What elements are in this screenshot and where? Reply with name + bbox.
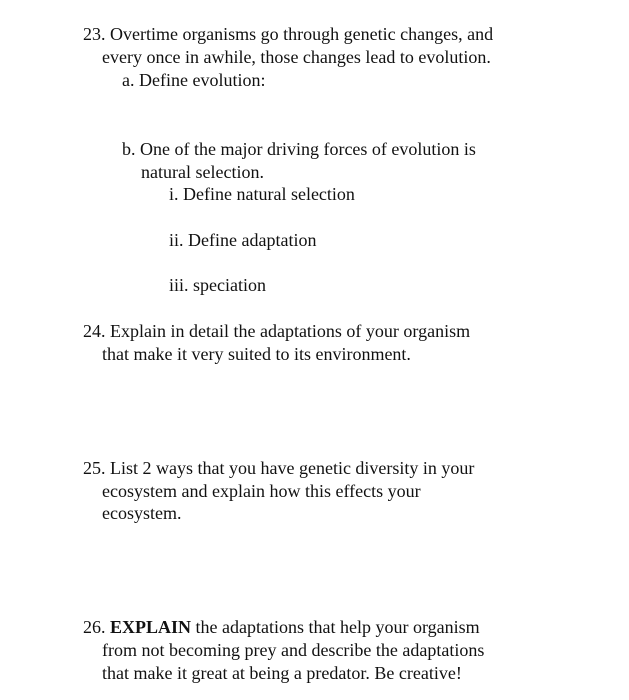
- q23-line-1: [83, 23, 493, 45]
- q25-line-1: [83, 457, 474, 479]
- q23-text-line-2: every once in awhile, those changes lead to evolution.: [102, 47, 491, 67]
- q24-number: 24.: [83, 321, 106, 341]
- q25-text-line-3: ecosystem.: [102, 503, 182, 523]
- q26-text-line-1: the adaptations that help your organism: [195, 617, 480, 637]
- q23-sub-ii: ii. Define adaptation: [169, 230, 317, 250]
- q24-text-line-2: that make it very suited to its environment.: [102, 344, 411, 364]
- q26-number: 26.: [83, 617, 106, 637]
- q23-sub-iii: iii. speciation: [169, 275, 266, 295]
- q23-text-line-1: Overtime organisms go through genetic changes, and: [110, 24, 494, 44]
- q23-sub-i: i. Define natural selection: [169, 184, 355, 204]
- q23-part-b-line-2: natural selection.: [141, 162, 264, 182]
- q26-emphasis: EXPLAIN: [110, 617, 192, 637]
- q26-line-1: [83, 616, 480, 638]
- q25-text-line-1: List 2 ways that you have genetic diversity in your: [110, 458, 475, 478]
- q23-number: 23.: [83, 24, 106, 44]
- q23-part-a: a. Define evolution:: [122, 70, 266, 90]
- q24-line-1: [83, 320, 470, 342]
- q23-part-b-line-1: b. One of the major driving forces of evolution is: [122, 139, 476, 159]
- q25-number: 25.: [83, 458, 106, 478]
- q25-text-line-2: ecosystem and explain how this effects your: [102, 481, 421, 501]
- q24-text-line-1: Explain in detail the adaptations of your organism: [110, 321, 471, 341]
- q26-text-line-2: from not becoming prey and describe the adaptations: [102, 640, 485, 660]
- q26-text-line-3: that make it great at being a predator. Be creative!: [102, 663, 462, 683]
